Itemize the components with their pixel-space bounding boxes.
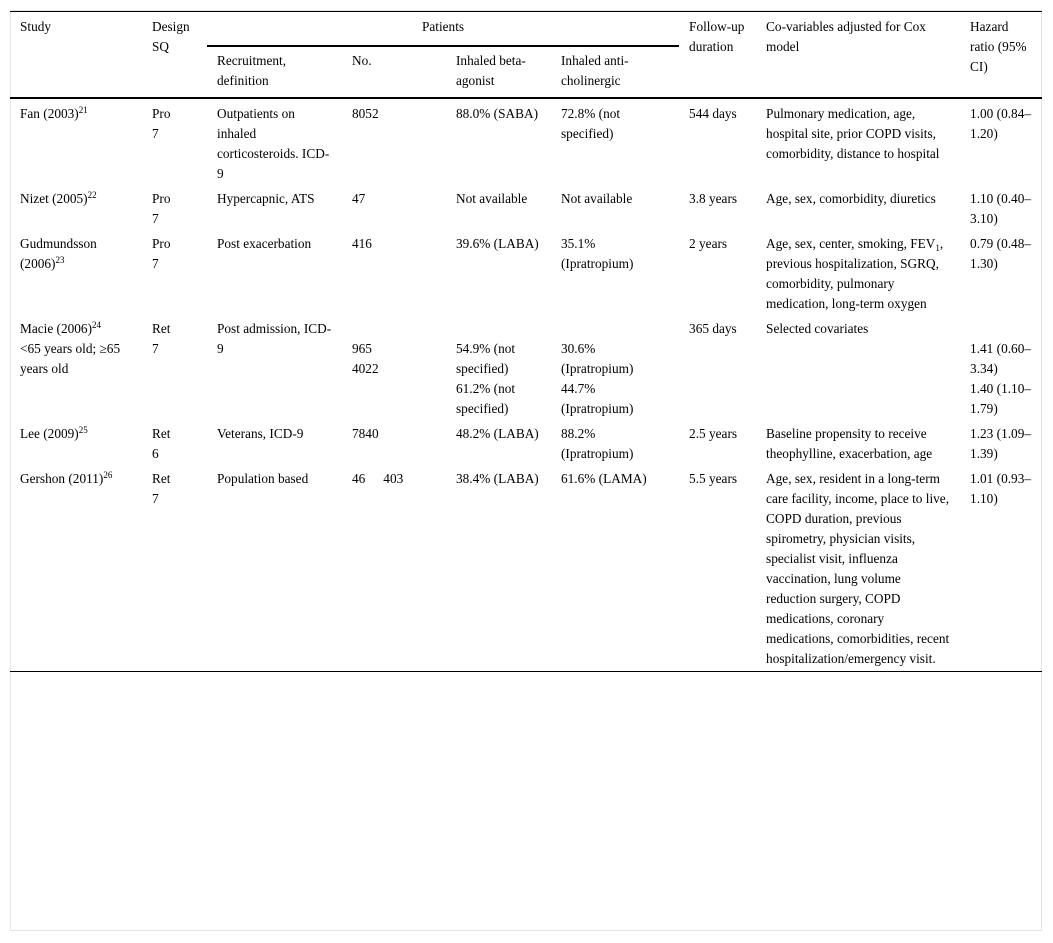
study-cell: Nizet $(2005)^{22}$ xyxy=(20,190,97,206)
recruitment-cell: Post admission, ICD-9 xyxy=(217,321,332,356)
hazard-cell: 1.01 (0.93–1.10) xyxy=(960,464,1042,672)
no-cell: 46 403 xyxy=(342,464,446,672)
anti-cell: Not available xyxy=(561,191,633,206)
anti-cell: 88.2% (Ipratropium) xyxy=(561,426,634,461)
beta-cell: 38.4% (LABA) xyxy=(446,464,551,672)
no-cell: 416 xyxy=(352,236,372,251)
header-no: No. xyxy=(342,46,446,98)
header-patients: Patients xyxy=(207,12,679,47)
study-cell: Gudmundsson $(2006)^{23}$ xyxy=(20,236,97,271)
header-followup: Follow-up duration xyxy=(679,12,756,99)
followup-cell: 3.8 years xyxy=(689,191,738,206)
header-anticholinergic: Inhaled anti-cholinergic xyxy=(551,46,679,98)
table-row xyxy=(10,464,1042,672)
study-cell: Macie $(2006)^{24}$ <65 years old; ≥65 years old xyxy=(10,314,142,419)
followup-cell: 2 years xyxy=(689,236,728,251)
design-cell: Pro 7 xyxy=(152,191,171,226)
table-row xyxy=(10,98,1042,184)
study-cell: Gershon $(2011)^{26}$ xyxy=(10,464,142,672)
no-cell: 8052 xyxy=(352,106,379,121)
covariables-cell: Pulmonary medication, age, hospital site, prior COPD visits, comorbidity, distance to hospital xyxy=(766,106,940,161)
study-cell: Fan $(2003)^{21}$ xyxy=(20,105,88,121)
table-row xyxy=(10,184,1042,229)
followup-cell: 5.5 years xyxy=(679,464,756,672)
header-study: Study xyxy=(10,12,142,99)
anti-cell: 61.6% (LAMA) xyxy=(551,464,679,672)
recruitment-cell: Population based xyxy=(207,464,342,672)
hazard-cell: 1.41 (0.60–3.34) 1.40 (1.10–1.79) xyxy=(970,341,1031,416)
followup-cell: 2.5 years xyxy=(689,426,738,441)
no-cell: 7840 xyxy=(352,426,379,441)
recruitment-cell: Hypercapnic, ATS xyxy=(217,191,315,206)
header-recruitment: Recruitment, definition xyxy=(207,46,342,98)
followup-cell: 365 days xyxy=(689,321,737,336)
beta-cell: 88.0% (SABA) xyxy=(456,106,538,121)
hazard-cell: 1.10 (0.40–3.10) xyxy=(970,191,1031,226)
beta-cell: Not available xyxy=(456,191,528,206)
table-row xyxy=(10,419,1042,464)
recruitment-cell: Veterans, ICD-9 xyxy=(217,426,304,441)
beta-cell: 54.9% (not specified) 61.2% (not specified) xyxy=(456,341,516,416)
table-row xyxy=(10,229,1042,314)
no-cell: 965 4022 xyxy=(352,341,379,376)
subgroup-label: <65 years old; ≥65 years old xyxy=(20,341,121,376)
design-cell: Pro 7 xyxy=(152,236,171,271)
anti-cell: 72.8% (not specified) xyxy=(561,106,621,141)
design-cell: Ret 7 xyxy=(142,464,207,672)
hazard-cell: 0.79 (0.48–1.30) xyxy=(970,236,1031,271)
beta-cell: 39.6% (LABA) xyxy=(456,236,539,251)
recruitment-cell: Post exacerbation xyxy=(217,236,312,251)
study-cell: Lee $(2009)^{25}$ xyxy=(20,425,88,441)
design-cell: Ret 7 xyxy=(152,321,171,356)
covariables-cell: Baseline propensity to receive theophylline, exacerbation, age xyxy=(766,426,933,461)
header-hazard-ratio: Hazard ratio (95% CI) xyxy=(960,12,1042,99)
anti-cell: 30.6% (Ipratropium) 44.7% (Ipratropium) xyxy=(561,341,634,416)
anti-cell: 35.1% (Ipratropium) xyxy=(561,236,634,271)
header-beta-agonist: Inhaled beta-agonist xyxy=(446,46,551,98)
covariables-cell: Age, sex, center, smoking, $FEV_1$, previous hospitalization, SGRQ, comorbidity, pulmonary medication, long-term oxygen xyxy=(766,236,944,311)
recruitment-cell: Outpatients on inhaled corticosteroids. ICD-9 xyxy=(217,106,330,181)
covariables-cell: Age, sex, resident in a long-term care facility, income, place to live, COPD duration, previous spirometry, physician visits, specialist visit, influenza vaccination, lung volume reduction surgery, COPD medications, coronary medications, comorbidities, recent hospitalization/emergency visit. xyxy=(756,464,960,672)
header-design-sq: Design SQ xyxy=(142,12,207,99)
study-table xyxy=(10,11,1042,672)
covariables-cell: Selected covariates xyxy=(766,321,869,336)
hazard-cell: 1.23 (1.09–1.39) xyxy=(970,426,1031,461)
header-covariables: Co-variables adjusted for Cox model xyxy=(756,12,960,99)
design-cell: Pro 7 xyxy=(152,106,171,141)
no-cell: 47 xyxy=(352,191,366,206)
hazard-cell: 1.00 (0.84–1.20) xyxy=(970,106,1031,141)
followup-cell: 544 days xyxy=(689,106,737,121)
design-cell: Ret 6 xyxy=(152,426,171,461)
beta-cell: 48.2% (LABA) xyxy=(456,426,539,441)
covariables-cell: Age, sex, comorbidity, diuretics xyxy=(766,191,936,206)
table-row xyxy=(10,314,1042,419)
